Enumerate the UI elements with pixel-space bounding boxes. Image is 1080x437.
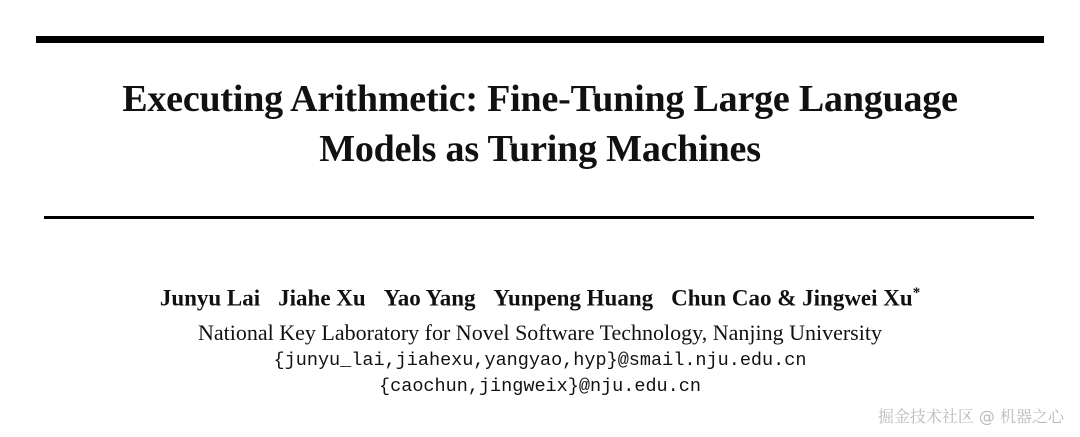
paper-title-line-2: Models as Turing Machines [319,128,761,170]
author-name-2: Jiahe Xu [278,285,366,311]
email-line-1: {junyu_lai,jiahexu,yangyao,hyp}@smail.nju.edu.cn [273,349,807,371]
corresponding-author-marker: * [912,285,921,301]
author-name-4: Yunpeng Huang [493,285,654,311]
author-block [36,278,1044,400]
watermark-text: 掘金技术社区 @ 机器之心 [877,407,1064,426]
author-names [36,278,1044,314]
author-name-3: Yao Yang [383,285,476,311]
paper-title [36,74,1044,174]
title-separator-rule [44,216,1034,219]
email-line-2: {caochun,jingweix}@nju.edu.cn [379,375,701,397]
author-name-1: Junyu Lai [159,285,261,311]
affiliation-text: National Key Laboratory for Novel Software Technology, Nanjing University [198,319,882,345]
paper-title-line-1: Executing Arithmetic: Fine-Tuning Large Language [122,78,958,120]
author-name-5: Chun Cao & Jingwei Xu [671,285,913,311]
top-horizontal-rule [36,36,1044,43]
